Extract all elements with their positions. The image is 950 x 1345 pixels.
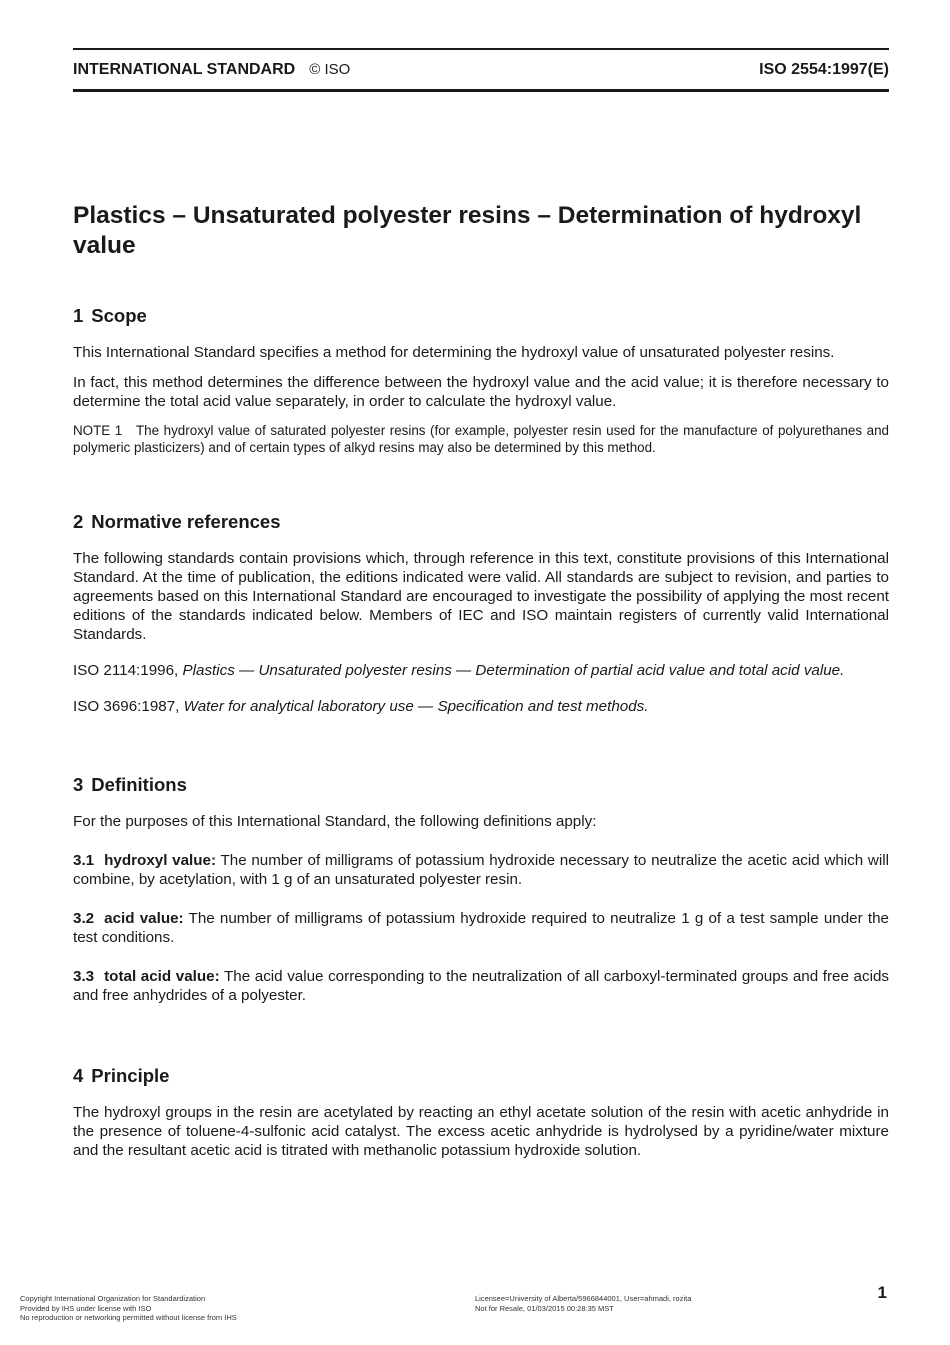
- scope-paragraph-1: This International Standard specifies a method for determining the hydroxyl value of unsaturated polyester resins.: [73, 344, 835, 361]
- reference-iso-2114: [73, 661, 889, 680]
- definition-term: total acid value:: [104, 968, 220, 985]
- note-text: The hydroxyl value of saturated polyester resins (for example, polyester resin used for the manufacture of polyurethanes and polymeric plasticizers) and of certain types of alkyd resins may also be determined by this method.: [73, 423, 889, 455]
- section-heading: [73, 1062, 889, 1090]
- footer-line: Not for Resale, 01/03/2015 00:28:35 MST: [475, 1303, 614, 1313]
- definition-number: 3.3: [73, 968, 95, 985]
- footer-line: No reproduction or networking permitted without license from IHS: [20, 1313, 237, 1322]
- header-copyright: © ISO: [309, 61, 351, 78]
- definition-number: 3.1: [73, 852, 95, 869]
- reference-title: Plastics — Unsaturated polyester resins — Determination of partial acid value and total acid value.: [182, 662, 845, 679]
- note-label: NOTE 1: [73, 423, 123, 438]
- header-top-rule: [73, 48, 889, 50]
- definition-text: The number of milligrams of potassium hydroxide necessary to neutralize the acetic acid which will combine, by acetylation, with 1 g of an unsaturated polyester resin.: [73, 852, 889, 888]
- section-heading: [73, 508, 889, 536]
- section-heading: [73, 302, 889, 330]
- footer-line: Provided by IHS under license with ISO: [20, 1303, 152, 1313]
- page-number: 1: [877, 1283, 887, 1302]
- footer-line: Licensee=University of Alberta/5966844001, User=ahmadi, rozita: [475, 1294, 692, 1303]
- definition-term: hydroxyl value:: [104, 852, 217, 869]
- document-title: Plastics – Unsaturated polyester resins – Determination of hydroxyl value: [73, 202, 862, 259]
- principle-paragraph: The hydroxyl groups in the resin are acetylated by reacting an ethyl acetate solution of the resin with acetic anhydride in the presence of toluene-4-sulfonic acid catalyst. The excess acetic anhydride is hydrolysed by a pyridine/water mixture and the resultant acetic acid is titrated with methanolic potassium hydroxide solution.: [73, 1104, 889, 1159]
- section-definitions: [73, 771, 889, 1005]
- definition-text: The number of milligrams of potassium hydroxide required to neutralize 1 g of a test sample under the test conditions.: [73, 910, 889, 946]
- normative-paragraph: The following standards contain provisions which, through reference in this text, constitute provisions of this International Standard. At the time of publication, the editions indicated were valid. All standards are subject to revision, and parties to agreements based on this International Standard are encouraged to investigate the possibility of applying the most recent editions of the standards indicated below. Members of IEC and ISO maintain registers of currently valid International Standards.: [73, 550, 889, 643]
- reference-iso-3696: [73, 697, 889, 716]
- definition-number: 3.2: [73, 910, 95, 927]
- header-document-number: ISO 2554:1997(E): [759, 61, 889, 78]
- section-normative-references: [73, 508, 889, 716]
- scope-note: [73, 422, 889, 456]
- footer-copyright-notice: [20, 1294, 237, 1323]
- section-number: 2: [73, 511, 84, 532]
- section-number: 4: [73, 1065, 84, 1086]
- section-heading: [73, 771, 889, 799]
- section-number: 3: [73, 774, 84, 795]
- section-title: Scope: [91, 305, 147, 326]
- definition-text: The acid value corresponding to the neutralization of all carboxyl-terminated groups and free acids and free anhydrides of a polyester.: [73, 968, 889, 1004]
- section-title: Principle: [91, 1065, 170, 1086]
- definition-total-acid-value: [73, 967, 889, 1005]
- document-body: [73, 302, 889, 1160]
- definitions-intro: For the purposes of this International Standard, the following definitions apply:: [73, 813, 597, 830]
- definition-term: acid value:: [104, 910, 184, 927]
- reference-id: ISO 2114:1996,: [73, 662, 179, 679]
- header-standard-type: INTERNATIONAL STANDARD: [73, 61, 296, 78]
- footer-license-notice: [475, 1294, 691, 1313]
- section-number: 1: [73, 305, 84, 326]
- header-standard-label: [73, 61, 350, 79]
- footer-line: Copyright International Organization for Standardization: [20, 1294, 206, 1303]
- section-scope: [73, 302, 889, 456]
- section-principle: [73, 1062, 889, 1160]
- header-bottom-rule: [73, 89, 889, 92]
- section-title: Definitions: [91, 774, 187, 795]
- reference-id: ISO 3696:1987,: [73, 698, 180, 715]
- definition-hydroxyl-value: [73, 851, 889, 889]
- section-title: Normative references: [91, 511, 281, 532]
- reference-title: Water for analytical laboratory use — Specification and test methods.: [183, 698, 649, 715]
- definition-acid-value: [73, 909, 889, 947]
- scope-paragraph-2: In fact, this method determines the difference between the hydroxyl value and the acid value; it is therefore necessary to determine the total acid value separately, in order to calculate the hydroxyl value.: [73, 374, 889, 410]
